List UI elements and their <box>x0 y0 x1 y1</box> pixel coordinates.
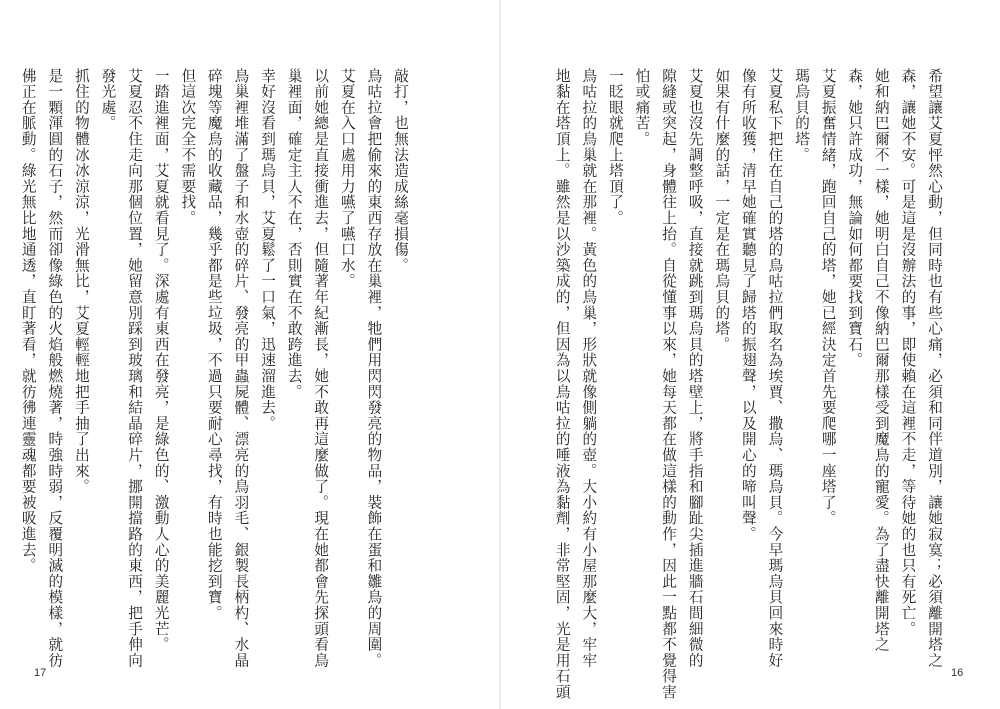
text-line: 地黏在塔頂上。雖然是以沙築成的，但因為以鳥咕拉的唾液為黏劑，非常堅固，光是用石頭 <box>553 68 571 700</box>
text-line: 碎塊等魔鳥的收藏品，幾乎都是些垃圾，不過只要耐心尋找，有時也能挖到寶。 <box>205 68 223 621</box>
text-line: 幸好沒看到瑪烏貝，艾夏鬆了一口氣，迅速溜進去。 <box>259 68 277 432</box>
text-line: 怕或痛苦。 <box>633 68 651 147</box>
text-line: 鳥巢裡堆滿了盤子和水壺的碎片、發亮的甲蟲屍體、漂亮的鳥羽毛、銀製長柄杓、水晶 <box>232 68 250 669</box>
text-line: 瑪烏貝的塔。 <box>793 68 811 163</box>
text-line: 佛正在脈動。綠光無比地通透，直盯著看，就彷彿連靈魂都要被吸進去。 <box>19 68 37 574</box>
page-number: 17 <box>34 667 47 679</box>
text-line: 如果有什麼的話，一定是在瑪烏貝的塔。 <box>713 68 731 353</box>
text-line: 像有所收獲，清早她確實聽見了歸塔的振翅聲，以及開心的啼叫聲。 <box>739 68 757 542</box>
right-page <box>500 0 1000 709</box>
text-line: 以前她總是直接衝進去，但隨著年紀漸長，她不敢再這麼做了。現在她都會先探頭看鳥 <box>312 68 330 669</box>
text-line: 艾夏在入口處用力嚥了嚥口水。 <box>338 68 356 290</box>
page-number: 16 <box>951 667 964 679</box>
text-line: 隙縫或突起，身體往上抬。自從懂事以來，她每天都在做這樣的動作，因此一點都不覺得害 <box>660 68 678 700</box>
text-line: 鳥咕拉會把偷來的東西存放在巢裡，牠們用閃閃發亮的物品，裝飾在蛋和雛鳥的周圍。 <box>365 68 383 669</box>
text-line: 但這次完全不需要找。 <box>179 68 197 226</box>
text-line: 她和納巴爾不一樣，她明白自己不像納巴爾那樣受到魔鳥的寵愛。為了盡快離開塔之 <box>872 68 890 653</box>
text-line: 艾夏私下把住在自己的塔的鳥咕拉們取名為埃賈、撒烏、瑪烏貝。今早瑪烏貝回來時好 <box>766 68 784 669</box>
text-line: 艾夏振奮情緒，跑回自己的塔，她已經決定首先要爬哪一座塔了。 <box>819 68 837 527</box>
text-line: 一踏進裡面，艾夏就看見了。深處有東西在發亮，是綠色的、激動人心的美麗光芒。 <box>152 68 170 653</box>
text-line: 希望讓艾夏怦然心動，但同時也有些心痛，必須和同伴道別，讓她寂寞；必須離開塔之 <box>926 68 943 669</box>
text-line: 森，讓她不安。可是這是沒辦法的事，即使賴在這裡不走，等待她的也只有死亡。 <box>899 68 917 637</box>
right-page-text <box>553 68 947 700</box>
text-line: 森，她只許成功，無論如何都要找到寶石。 <box>846 68 864 369</box>
text-line: 敲打，也無法造成絲毫損傷。 <box>392 68 409 274</box>
left-page-text <box>19 68 413 669</box>
text-line: 抓住的物體冰冰涼涼，光滑無比，艾夏輕輕地把手抽了出來。 <box>72 68 90 495</box>
text-line: 是一顆渾圓的石子，然而卻像綠色的火焰般燃燒著，時強時弱，反覆明滅的模樣，就彷 <box>46 68 64 669</box>
text-line: 巢裡面，確定主人不在，否則實在不敢跨進去。 <box>285 68 303 400</box>
text-line: 艾夏也沒先調整呼吸，直接就跳到瑪烏貝的塔壁上，將手指和腳趾尖插進牆石間細微的 <box>686 68 704 669</box>
text-line: 鳥咕拉的鳥巢就在那裡。黃色的鳥巢，形狀就像側躺的壺。大小約有小屋那麼大，牢牢 <box>580 68 598 669</box>
text-line: 艾夏忍不住走向那個位置，她留意別踩到玻璃和結晶碎片，挪開擋路的東西，把手伸向 <box>126 68 144 669</box>
text-line: 發光處。 <box>99 68 117 132</box>
text-line: 一眨眼就爬上塔頂了。 <box>606 68 624 226</box>
